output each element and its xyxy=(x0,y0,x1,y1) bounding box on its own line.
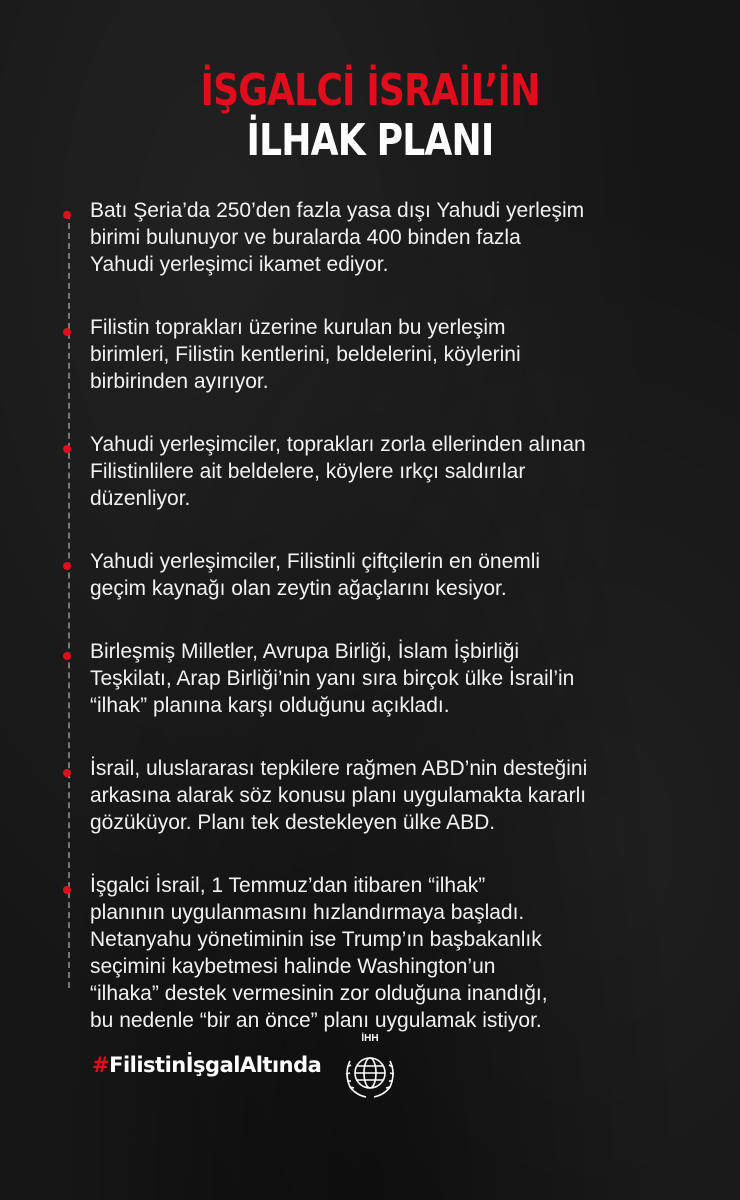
list-item xyxy=(90,872,700,1034)
hashtag-text: FilistinİşgalAltında xyxy=(109,1053,322,1077)
bullet-dot xyxy=(63,652,71,660)
bullet-dot xyxy=(63,328,71,336)
logo-text: İHH xyxy=(361,1033,379,1044)
bullet-dot xyxy=(63,769,71,777)
bullet-dot xyxy=(63,211,71,219)
list-item-text: Birleşmiş Milletler, Avrupa Birliği, İslam İşbirliği Teşkilatı, Arap Birliği’nin yanı sıra birçok ülke İsrail’in “ilhak” planına karşı olduğunu açıkladı. xyxy=(90,640,575,717)
list-item-text: Filistin toprakları üzerine kurulan bu yerleşim birimleri, Filistin kentlerini, beldelerini, köylerini birbirinden ayırıyor. xyxy=(90,316,521,393)
page-title xyxy=(0,66,740,166)
list-item-text: Batı Şeria’da 250’den fazla yasa dışı Yahudi yerleşim birimi bulunuyor ve buralarda 400 binden fazla Yahudi yerleşimci ikamet ediyor. xyxy=(90,199,585,276)
list-item xyxy=(90,431,700,512)
list-item-text: İşgalci İsrail, 1 Temmuz’dan itibaren “ilhak” planının uygulanmasını hızlandırmaya başladı. Netanyahu yönetiminin ise Trump’ın başbakanlık seçimini kaybetmesi halinde Washington’un “ilhaka” destek vermesinin zor olduğuna inandığı, bu nedenle “bir an önce” planı uygulamak istiyor. xyxy=(90,874,548,1032)
hashtag xyxy=(92,1053,321,1077)
list-item-text: İsrail, uluslararası tepkilere rağmen ABD’nin desteğini arkasına alarak söz konusu planı uygulamakta kararlı gözüküyor. Planı tek destekleyen ülke ABD. xyxy=(90,757,588,834)
list-item xyxy=(90,197,700,278)
bullet-list xyxy=(90,197,700,1070)
title-line-2: İLHAK PLANI xyxy=(246,115,494,166)
ihh-globe-logo-icon xyxy=(338,1033,402,1103)
bullet-dot xyxy=(63,562,71,570)
title-line-1: İŞGALCİ İSRAİL’İN xyxy=(200,65,540,116)
list-item xyxy=(90,548,700,602)
list-item xyxy=(90,638,700,719)
bullet-dot xyxy=(63,886,71,894)
list-item xyxy=(90,314,700,395)
list-item-text: Yahudi yerleşimciler, toprakları zorla ellerinden alınan Filistinlilere ait beldelere, köylere ırkçı saldırılar düzenliyor. xyxy=(90,433,586,510)
bullet-dot xyxy=(63,445,71,453)
list-item xyxy=(90,755,700,836)
hashtag-symbol: # xyxy=(92,1053,110,1077)
list-item-text: Yahudi yerleşimciler, Filistinli çiftçilerin en önemli geçim kaynağı olan zeytin ağaçlarını kesiyor. xyxy=(90,550,541,600)
